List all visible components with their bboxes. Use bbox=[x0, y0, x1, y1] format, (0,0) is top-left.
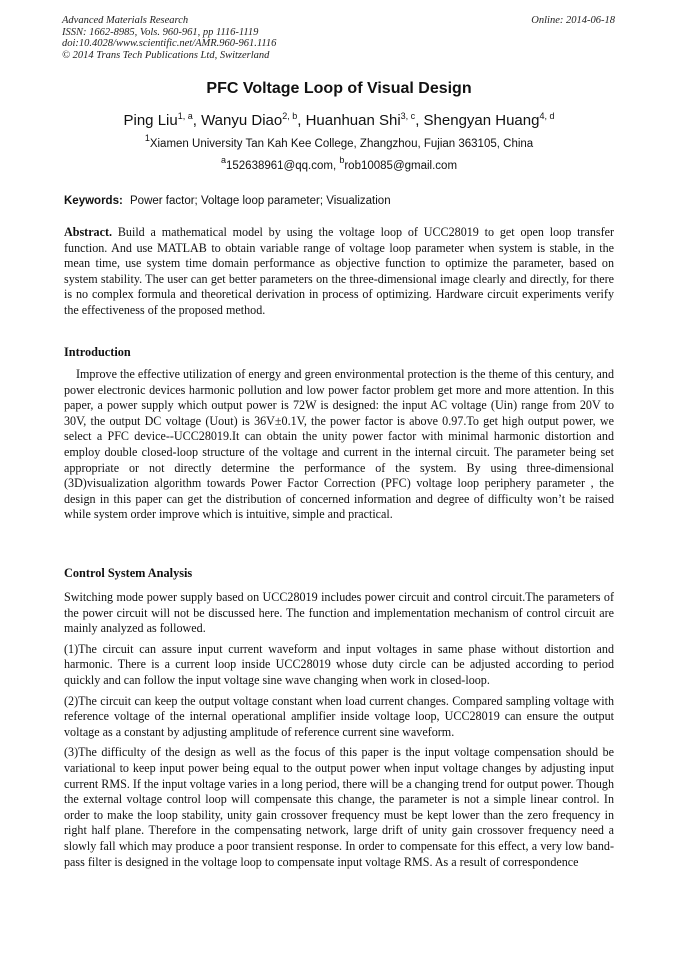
copyright-line: © 2014 Trans Tech Publications Ltd, Switzerland bbox=[62, 49, 270, 61]
author-list: Ping Liu$^{1, a}$, Wanyu Diao$^{2, b}$, Huanhuan Shi$^{3, c}$, Shengyan Huang$^{4, d}$ bbox=[123, 111, 555, 129]
affiliation bbox=[0, 133, 678, 150]
affiliation-text: Xiamen University Tan Kah Kee College, Zhangzhou, Fujian 363105, China bbox=[149, 138, 534, 150]
paragraph: (2)The circuit can keep the output voltage constant when load current changes. Compared sampling voltage with reference voltage of the internal operational amplifier inside voltage loop, UCC28019 can ensure the output voltage as a constant by adjusting amplitude of reference current sine waveform. bbox=[64, 693, 614, 739]
abstract bbox=[64, 225, 614, 319]
online-date: Online: 2014-06-18 bbox=[531, 15, 615, 26]
keywords-text: Power factor; Voltage loop parameter; Visualization bbox=[130, 195, 391, 207]
abstract-text: Build a mathematical model by using the voltage loop of UCC28019 to get open loop transfer function. And use MATLAB to obtain variable range of voltage loop parameter when system is stable, in the mean time, use system time domain performance as objective function to optimize the parameter, based on system stability. The user can get better parameters on the three-dimensional image clearly and directly, for there is no complex formula and theoretical derivation in process of optimizing. Hardware circuit experiments verify the effectiveness of the proposed method. bbox=[64, 225, 614, 317]
email-list: $^a$152638961@qq.com, $^b$rob10085@gmail.com bbox=[220, 155, 458, 172]
author-superscript: 2, b bbox=[282, 111, 298, 121]
email-superscript: a bbox=[220, 155, 226, 165]
control-section bbox=[64, 590, 614, 875]
paper-title: PFC Voltage Loop of Visual Design bbox=[206, 80, 472, 97]
affiliation-superscript: 1 bbox=[144, 133, 150, 143]
email-address: rob10085@gmail.com bbox=[344, 160, 458, 172]
author-superscript: 1, a bbox=[177, 111, 193, 121]
author-name: Huanhuan Shi bbox=[305, 112, 401, 129]
author-name: Wanyu Diao bbox=[201, 112, 283, 129]
email-superscript: b bbox=[339, 155, 345, 165]
introduction-section bbox=[64, 367, 614, 523]
paragraph: (3)The difficulty of the design as well as the focus of this paper is the input voltage compensation should be variational to keep input power being equal to the output power when input voltage changes by adjusting input current RMS. If the input voltage varies in a long period, there will be a changing trend for output power. Though the external voltage control loop will compensate this change, the parameter is not a simple linear control. In order to make the loop stability, unity gain crossover frequency must be kept lower than the zero frequency in right half plane. Therefore in the compensating network, large drift of unity gain crossover frequency need a slowly fall which may produce a poor transient response. In order to compensate for this effect, a very low band-pass filter is designed in the voltage loop to compensate input voltage RMS. As a result of correspondence bbox=[64, 745, 614, 869]
journal-name: Advanced Materials Research bbox=[62, 15, 189, 26]
section-heading-control: Control System Analysis bbox=[64, 566, 193, 580]
section-heading-introduction: Introduction bbox=[64, 345, 131, 359]
author-superscript: 3, c bbox=[400, 111, 416, 121]
author-superscript: 4, d bbox=[539, 111, 555, 121]
doi-line: doi:10.4028/www.scientific.net/AMR.960-961.1116 bbox=[62, 38, 277, 49]
abstract-label: Abstract. bbox=[64, 225, 113, 239]
paragraph: Switching mode power supply based on UCC28019 includes power circuit and control circuit.The parameters of the power circuit will not be discussed here. The function and implementation mechanism of control circuit are mainly analyzed as followed. bbox=[64, 590, 614, 636]
author-name: Shengyan Huang bbox=[423, 112, 540, 129]
paragraph: (1)The circuit can assure input current waveform and input voltages in same phase without distortion and harmonic. There is a current loop inside UCC28019 whose duty circle can be adjusted according to period quickly and can follow the input voltage sine wave changing when work in closed-loop. bbox=[64, 641, 614, 687]
email-address: 152638961@qq.com bbox=[225, 160, 333, 172]
keywords bbox=[64, 195, 391, 207]
paragraph: Improve the effective utilization of energy and green environmental protection is the theme of this century, and power electronic devices harmonic pollution and low power factor problem get more and more attention. In this paper, a power supply which output power is 72W is designed: the input AC voltage (Uin) range from 20V to 30V, the output DC voltage (Uout) is 36V±0.1V, the power factor is above 0.97.To get high output power, we select a PFC device--UCC28019.It can obtain the unity power factor with minimal harmonic distortion and employ double closed-loop structure of the voltage and current in the internal circuit. The parameter being set appropriate or not directly determine the performance of the system. By using three-dimensional (3D)visualization algorithm towards Power Factor Correction (PFC) voltage loop periphery parameter , the design in this paper can get the distribution of concerned information and degree of difficulty won’t be raised while system order improve which is intuitive, simple and practical. bbox=[64, 367, 614, 522]
journal-header bbox=[62, 15, 276, 61]
keywords-label: Keywords: bbox=[64, 195, 123, 207]
issn-line: ISSN: 1662-8985, Vols. 960-961, pp 1116-1119 bbox=[62, 26, 259, 38]
author-name: Ping Liu bbox=[123, 112, 178, 129]
